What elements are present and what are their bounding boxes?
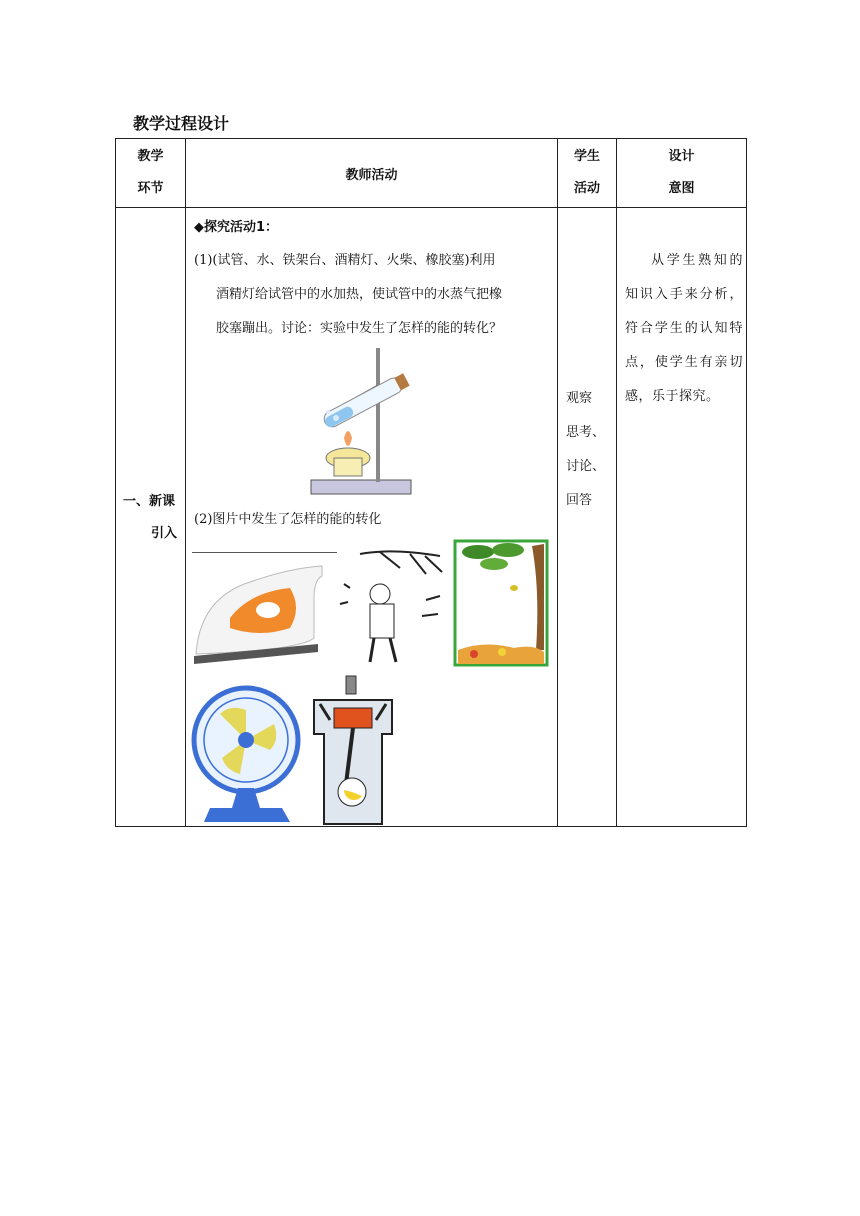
header-stage-line1: 教学 [137, 149, 164, 164]
lesson-plan-table [115, 138, 747, 827]
header-stage [116, 139, 186, 208]
item1-line1: (1)(试管、水、铁架台、酒精灯、火柴、橡胶塞)利用 [194, 253, 496, 268]
student-line4: 回答 [566, 493, 593, 508]
design-intent-cell [617, 208, 747, 827]
student-line3: 讨论、 [566, 459, 606, 474]
desk-fan-image [190, 684, 302, 824]
header-intent-line1: 设计 [668, 149, 695, 164]
engine-cylinder-image [306, 674, 400, 824]
activity-title: ◆探究活动1： [194, 220, 279, 235]
answer-blank-line [192, 552, 337, 553]
activity-item-2: (2)图片中发生了怎样的能的转化 [194, 512, 382, 527]
student-line2: 思考、 [566, 425, 606, 440]
header-student-line2: 活动 [573, 181, 600, 196]
teacher-activity-cell [186, 208, 558, 827]
stage-cell [116, 208, 186, 827]
stage-line1: 一、新课 [123, 494, 176, 509]
autumn-tree-image [454, 540, 548, 666]
header-intent-line2: 意图 [668, 181, 695, 196]
table-row [116, 208, 747, 827]
student-activity-cell [558, 208, 617, 827]
header-stage-line2: 环节 [137, 181, 164, 196]
design-intent-text: 从学生熟知的知识入手来分析，符合学生的认知特点，使学生有亲切感，乐于探究。 [625, 253, 743, 404]
header-teacher [186, 139, 558, 208]
section-title: 教学过程设计 [133, 114, 230, 133]
windy-cartoon-image [330, 544, 448, 668]
activity-item-1 [194, 244, 550, 346]
header-teacher-label: 教师活动 [345, 167, 398, 183]
header-student [558, 139, 617, 208]
electric-iron-image [190, 558, 326, 666]
table-header-row [116, 139, 747, 208]
item1-line2: 酒精灯给试管中的水加热，使试管中的水蒸气把橡 [216, 287, 503, 302]
stage-line2: 引入 [150, 526, 177, 541]
header-intent [617, 139, 747, 208]
header-student-line1: 学生 [573, 149, 600, 164]
student-line1: 观察 [566, 391, 593, 406]
item1-line3: 胶塞蹦出。讨论：实验中发生了怎样的能的转化？ [216, 321, 503, 336]
test-tube-experiment-illustration [306, 346, 416, 496]
